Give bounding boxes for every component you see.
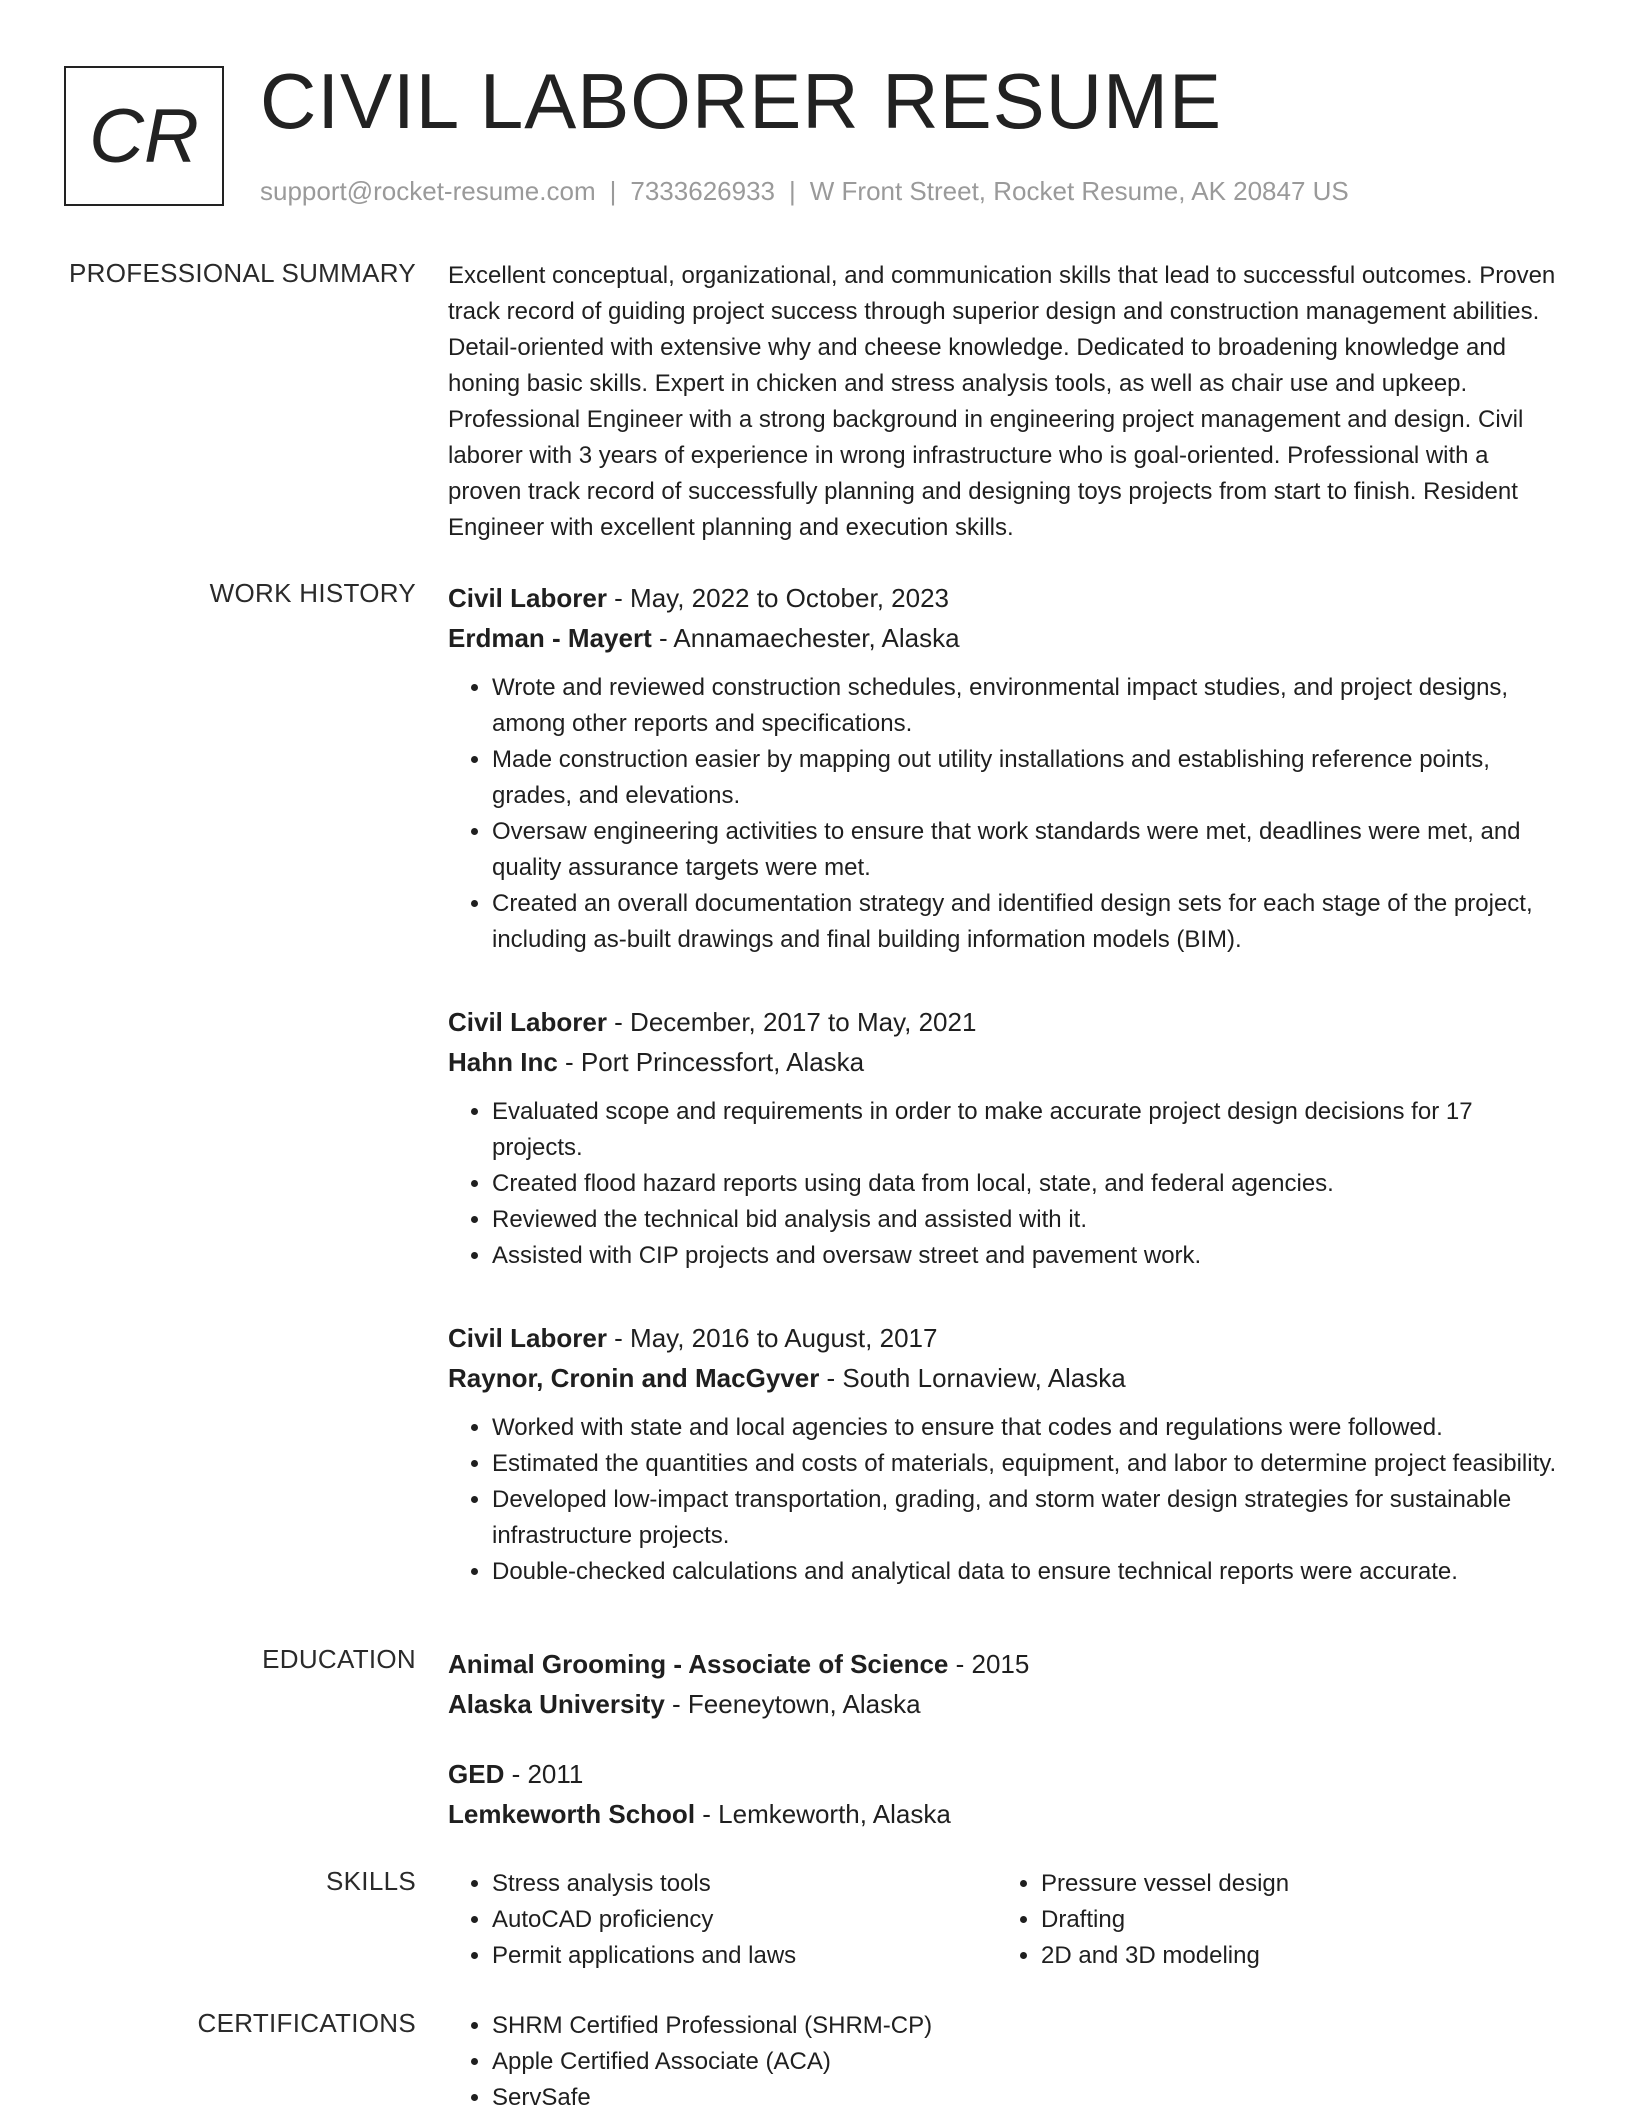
- bullet-item: • Worked with state and local agencies to ensure that codes and regulations were followed.: [492, 1410, 1568, 1446]
- education-location: - Lemkeworth, Alaska: [695, 1799, 951, 1829]
- monogram-initials: CR: [89, 93, 199, 179]
- job-dates: - December, 2017 to May, 2021: [606, 1007, 977, 1037]
- job-location: - Port Princessfort, Alaska: [557, 1047, 865, 1077]
- education-school: Alaska University: [448, 1689, 665, 1719]
- bullet-item: • Assisted with CIP projects and oversaw street and pavement work.: [492, 1238, 1568, 1274]
- contact-email[interactable]: support@rocket-resume.com: [260, 176, 596, 206]
- job-entry: [448, 1002, 1568, 1274]
- section-label-certifications: CERTIFICATIONS: [197, 2008, 416, 2038]
- bullet-item: • Created an overall documentation strategy and identified design sets for each stage of the project, including as-built drawings and final building information models (BIM).: [492, 886, 1568, 958]
- contact-separator: |: [789, 176, 796, 206]
- bullet-item: • Oversaw engineering activities to ensure that work standards were met, deadlines were met, and quality assurance targets were met.: [492, 814, 1568, 886]
- summary-text: Excellent conceptual, organizational, and communication skills that lead to successful outcomes. Proven track record of guiding project success through superior design and construction management abilities. Detail-oriented with extensive why and cheese knowledge. Dedicated to broadening knowledge and honing basic skills. Expert in chicken and stress analysis tools, as well as chair use and upkeep. Professional Engineer with a strong background in engineering project management and design. Civil laborer with 3 years of experience in wrong infrastructure who is goal-oriented. Professional with a proven track record of successfully planning and designing toys projects from start to finish. Resident Engineer with excellent planning and execution skills.: [448, 262, 1556, 541]
- job-company: Raynor, Cronin and MacGyver: [448, 1363, 820, 1393]
- job-location: - Annamaechester, Alaska: [651, 623, 960, 653]
- skill-item: • 2D and 3D modeling: [1041, 1938, 1546, 1974]
- job-company: Erdman - Mayert: [448, 623, 652, 653]
- job-location: - South Lornaview, Alaska: [819, 1363, 1126, 1393]
- education-year: - 2015: [948, 1649, 1030, 1679]
- skill-item: • AutoCAD proficiency: [492, 1902, 997, 1938]
- job-title: Civil Laborer: [448, 1323, 607, 1353]
- section-label-skills: SKILLS: [326, 1866, 416, 1896]
- job-bullets: [448, 1094, 1568, 1274]
- education-year: - 2011: [504, 1759, 584, 1789]
- job-dates: - May, 2022 to October, 2023: [606, 583, 949, 613]
- job-bullets: [448, 670, 1568, 958]
- bullet-item: • Double-checked calculations and analytical data to ensure technical reports were accurate.: [492, 1554, 1568, 1590]
- certification-item: • Apple Certified Associate (ACA): [492, 2044, 1568, 2080]
- contact-separator: |: [609, 176, 617, 206]
- bullet-item: • Made construction easier by mapping out utility installations and establishing reference points, grades, and elevations.: [492, 742, 1568, 814]
- education-entry: [448, 1644, 1568, 1724]
- job-company: Hahn Inc: [448, 1047, 558, 1077]
- contact-phone[interactable]: 7333626933: [630, 176, 775, 206]
- section-label-work: WORK HISTORY: [209, 578, 416, 608]
- contact-line: [260, 176, 1349, 207]
- job-title: Civil Laborer: [448, 1007, 607, 1037]
- section-label-summary: PROFESSIONAL SUMMARY: [69, 258, 416, 288]
- skills-column-left: [448, 1866, 997, 1974]
- bullet-item: • Evaluated scope and requirements in order to make accurate project design decisions for 17 projects.: [492, 1094, 1568, 1166]
- education-degree: Animal Grooming - Associate of Science: [448, 1649, 949, 1679]
- skill-item: • Permit applications and laws: [492, 1938, 997, 1974]
- certification-item: • ServSafe: [492, 2080, 1568, 2116]
- bullet-item: • Estimated the quantities and costs of materials, equipment, and labor to determine project feasibility.: [492, 1446, 1568, 1482]
- page-title: CIVIL LABORER RESUME: [260, 57, 1223, 145]
- monogram-box: [64, 66, 224, 206]
- job-entry: [448, 578, 1568, 958]
- skills-grid: [448, 1866, 1568, 1974]
- job-entry: [448, 1318, 1568, 1590]
- bullet-item: • Wrote and reviewed construction schedules, environmental impact studies, and project designs, among other reports and specifications.: [492, 670, 1568, 742]
- certifications-list: [448, 2008, 1568, 2116]
- job-bullets: [448, 1410, 1568, 1590]
- skills-column-right: [997, 1866, 1546, 1974]
- education-location: - Feeneytown, Alaska: [664, 1689, 921, 1719]
- skill-item: • Stress analysis tools: [492, 1866, 997, 1902]
- education-entry: [448, 1754, 1568, 1834]
- education-school: Lemkeworth School: [448, 1799, 696, 1829]
- job-title: Civil Laborer: [448, 583, 607, 613]
- skill-item: • Pressure vessel design: [1041, 1866, 1546, 1902]
- section-label-education: EDUCATION: [262, 1644, 416, 1674]
- bullet-item: • Developed low-impact transportation, grading, and storm water design strategies for sustainable infrastructure projects.: [492, 1482, 1568, 1554]
- skill-item: • Drafting: [1041, 1902, 1546, 1938]
- certification-item: • SHRM Certified Professional (SHRM-CP): [492, 2008, 1568, 2044]
- job-dates: - May, 2016 to August, 2017: [606, 1323, 938, 1353]
- bullet-item: • Reviewed the technical bid analysis and assisted with it.: [492, 1202, 1568, 1238]
- education-degree: GED: [448, 1759, 505, 1789]
- contact-address: W Front Street, Rocket Resume, AK 20847 US: [809, 176, 1349, 206]
- bullet-item: • Created flood hazard reports using data from local, state, and federal agencies.: [492, 1166, 1568, 1202]
